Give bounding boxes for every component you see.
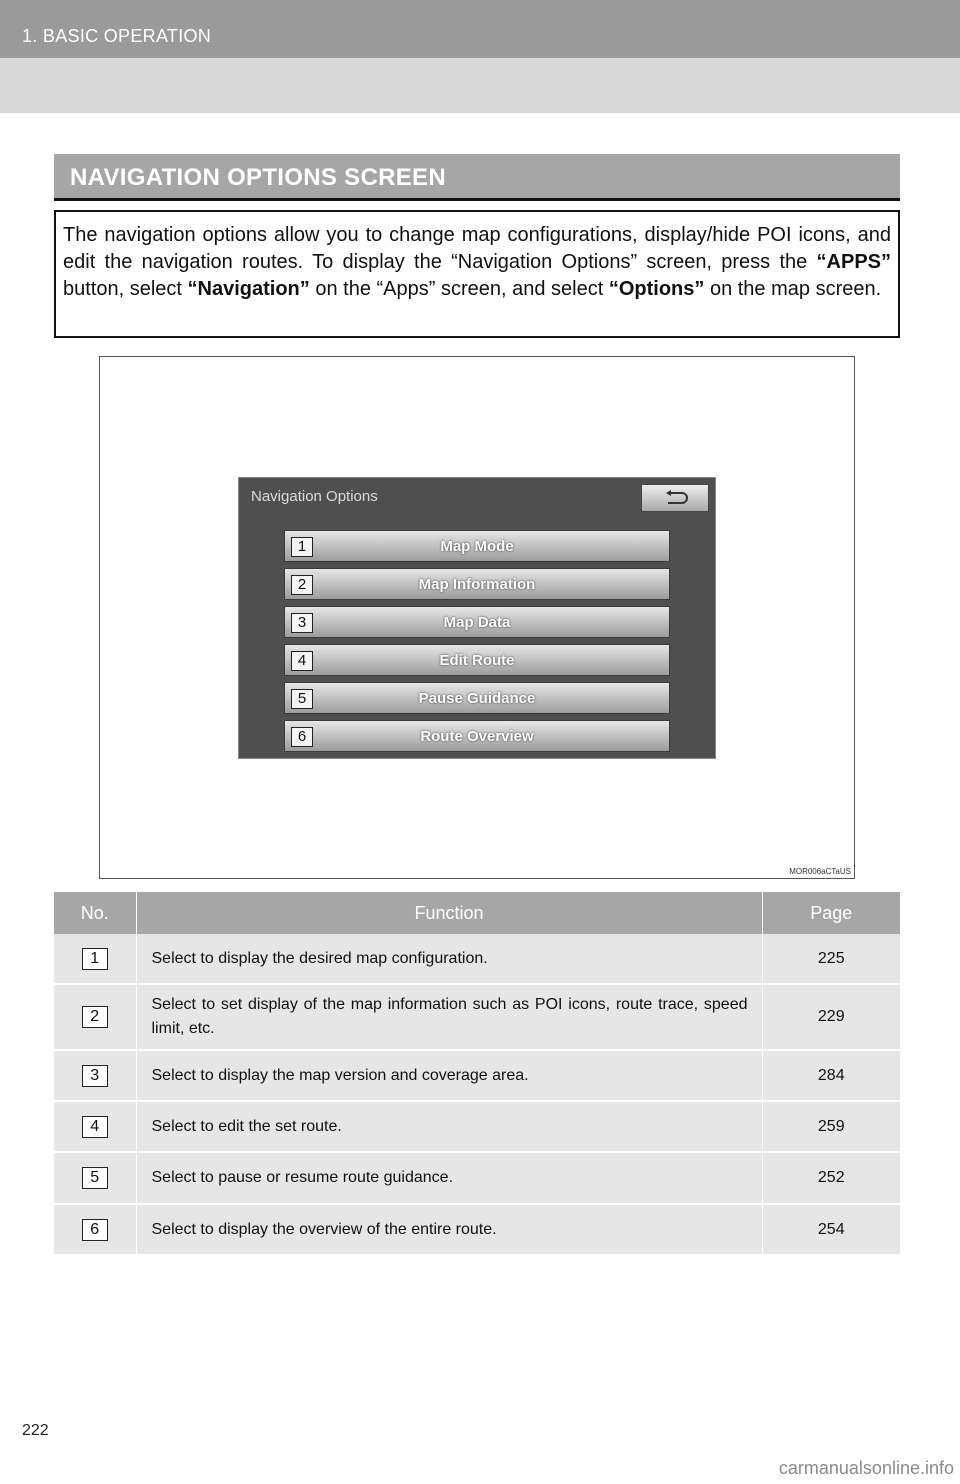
button-label: Map Information [418,576,536,593]
row-page: 254 [762,1204,900,1255]
route-overview-button[interactable] [284,720,670,752]
screen-figure [99,356,855,879]
row-number: 1 [82,948,108,970]
table-row [54,984,900,1050]
button-number: 4 [291,651,313,671]
figure-code: MOR006aCTaUS [789,867,851,876]
screen-title: Navigation Options [251,488,378,505]
row-function: Select to display the desired map configuration. [136,934,762,984]
navigation-keyword: “Navigation” [187,278,310,300]
button-number: 5 [291,689,313,709]
section-title-rule [54,198,900,201]
map-mode-button[interactable] [284,530,670,562]
apps-keyword: “APPS” [816,251,891,273]
row-page: 284 [762,1050,900,1101]
back-arrow-icon [662,490,690,506]
pause-guidance-button[interactable] [284,682,670,714]
options-menu [284,530,670,758]
edit-route-button[interactable] [284,644,670,676]
intro-text-2: button, select [63,278,188,300]
table-row [54,1101,900,1152]
row-page: 225 [762,934,900,984]
intro-box [54,210,900,338]
table-row [54,1050,900,1101]
chapter-title: 1. BASIC OPERATION [22,26,212,46]
back-button[interactable] [641,484,709,512]
row-number: 4 [82,1116,108,1138]
row-number-cell [54,1152,136,1204]
row-number: 5 [82,1167,108,1189]
row-number-cell [54,1050,136,1101]
row-number: 6 [82,1219,108,1241]
button-number: 3 [291,613,313,633]
header-band [0,0,960,58]
row-function: Select to edit the set route. [136,1101,762,1152]
options-keyword: “Options” [608,278,705,300]
button-label: Map Mode [440,538,514,555]
intro-text-4: on the map screen. [704,278,882,300]
map-information-button[interactable] [284,568,670,600]
table-row [54,1204,900,1255]
row-number-cell [54,934,136,984]
header-no: No. [54,892,136,934]
row-function: Select to display the map version and coverage area. [136,1050,762,1101]
row-page: 252 [762,1152,900,1204]
header-sub-band [0,58,960,113]
row-function: Select to set display of the map information such as POI icons, route trace, speed limit, etc. [136,984,762,1050]
section-title-bar [54,154,900,198]
row-number: 2 [82,1006,108,1028]
intro-text-3: on the “Apps” screen, and select [309,278,609,300]
button-number: 1 [291,537,313,557]
row-function: Select to display the overview of the entire route. [136,1204,762,1255]
button-label: Route Overview [420,728,534,745]
navigation-options-screen [238,477,716,759]
row-number-cell [54,984,136,1050]
table-row [54,934,900,984]
button-number: 2 [291,575,313,595]
section-title: NAVIGATION OPTIONS SCREEN [70,164,446,191]
row-number-cell [54,1204,136,1255]
header-page: Page [762,892,900,934]
function-table [54,892,900,1256]
button-label: Map Data [443,614,511,631]
header-function: Function [136,892,762,934]
intro-text-1: The navigation options allow you to change map configurations, display/hide POI icons, and edit the navigation routes. To display the “Navigation Options” screen, press the [63,224,891,273]
row-page: 259 [762,1101,900,1152]
table-header-row [54,892,900,934]
row-number: 3 [82,1065,108,1087]
row-number-cell [54,1101,136,1152]
row-function: Select to pause or resume route guidance. [136,1152,762,1204]
button-label: Edit Route [439,652,515,669]
map-data-button[interactable] [284,606,670,638]
button-label: Pause Guidance [418,690,536,707]
watermark: carmanualsonline.info [778,1458,954,1478]
page-number: 222 [22,1422,49,1439]
table-row [54,1152,900,1204]
button-number: 6 [291,727,313,747]
row-page: 229 [762,984,900,1050]
